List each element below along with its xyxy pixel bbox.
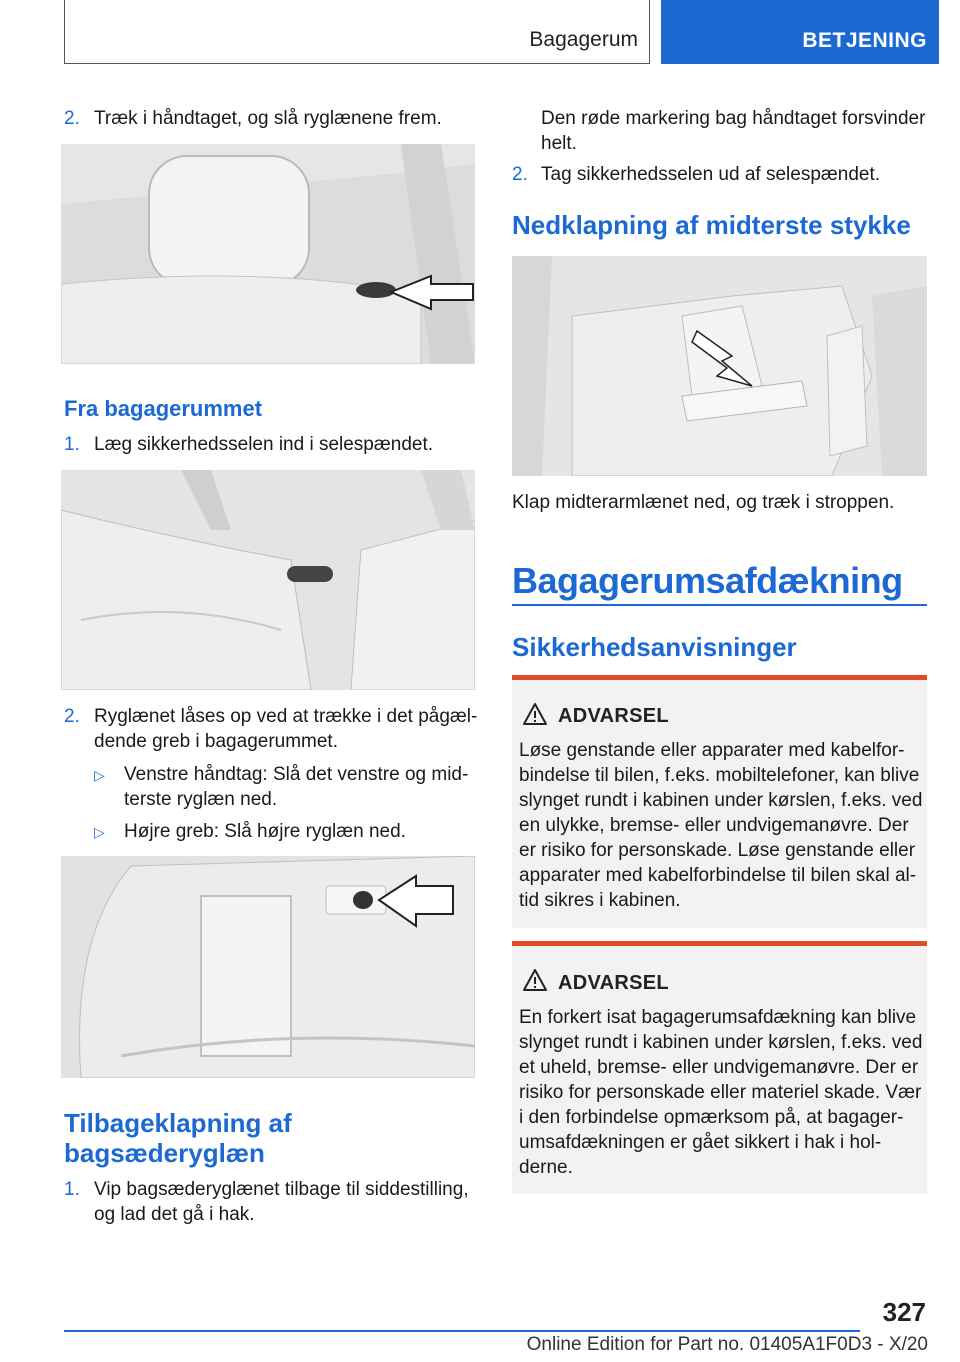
text-line: Den røde markering bag håndtaget forsvinder (541, 108, 926, 129)
trunk-handle-image (61, 856, 475, 1078)
step-text-line: og lad det gå i hak. (94, 1204, 255, 1225)
step-2-unlock (64, 704, 478, 752)
warning-line: i den forbindelse opmærksom på, at bagager- (519, 1107, 904, 1128)
warning-triangle-icon (522, 702, 548, 726)
warning-line: tid sikres i kabinen. (519, 890, 681, 911)
step-number: 2. (512, 164, 528, 185)
step-text-line: Ryglænet låses op ved at trække i det pågæl- (94, 706, 478, 727)
warning-text (519, 1005, 922, 1180)
warning-line: et uheld, bremse- eller undvigemanøvre. Der er (519, 1057, 919, 1078)
bullet-left-handle (94, 762, 469, 810)
heading-line: Tilbageklapning af (64, 1108, 292, 1138)
step-text: Tag sikkerhedsselen ud af selespændet. (541, 164, 881, 185)
page-number: 327 (882, 1297, 926, 1327)
step-number: 2. (64, 706, 80, 727)
warning-box-2 (512, 941, 927, 1194)
heading-fra-bagagerummet: Fra bagagerummet (64, 396, 263, 421)
continued-text (541, 106, 925, 156)
warning-line: slynget rundt i kabinen under kørslen, f.eks. ved (519, 1032, 923, 1053)
bullet-text-line: Højre greb: Slå højre ryglæn ned. (124, 821, 406, 842)
step-2-pull-handle (64, 106, 442, 131)
warning-line: er risiko for personskade. Løse genstande eller (519, 840, 916, 861)
heading-nedklapning: Nedklapning af midterste stykke (512, 210, 911, 240)
warning-line: bindelse til bilen, f.eks. mobiltelefoner, kan blive (519, 765, 920, 786)
warning-triangle-icon (522, 968, 548, 992)
text-line: helt. (541, 133, 577, 154)
heading-sikkerhedsanvisninger: Sikkerhedsanvisninger (512, 632, 797, 662)
bullet-right-handle (94, 819, 406, 845)
step-text: Læg sikkerhedsselen ind i selespændet. (94, 434, 434, 455)
chapter-tab (661, 0, 939, 64)
warning-title: ADVARSEL (558, 972, 669, 994)
warning-line: slynget rundt i kabinen under kørslen, f.eks. ved (519, 790, 923, 811)
step-number: 1. (64, 1179, 80, 1200)
heading-tilbageklapning (64, 1108, 292, 1168)
armrest-illustration (512, 256, 927, 476)
warning-line: derne. (519, 1157, 573, 1178)
warning-title: ADVARSEL (558, 705, 669, 727)
footer-edition: Online Edition for Part no. 01405A1F0D3 - X/20 (526, 1334, 928, 1355)
armrest-caption: Klap midterarmlænet ned, og træk i stroppen. (512, 492, 895, 513)
bullet-triangle-icon: ▷ (94, 824, 105, 840)
belt-buckle-image (61, 470, 475, 690)
heading-underline (512, 604, 927, 606)
step-text: Træk i håndtaget, og slå ryglænene frem. (94, 108, 442, 129)
bullet-text-line: Venstre håndtag: Slå det venstre og mid- (124, 764, 469, 785)
heading-line: bagsæderyglæn (64, 1138, 265, 1168)
step-1-insert-belt (64, 432, 434, 457)
step-2-remove-belt (512, 162, 881, 187)
warning-text (519, 738, 922, 913)
step-text-line: dende greb i bagagerummet. (94, 731, 338, 752)
footer-rule (64, 1330, 860, 1332)
seat-illustration (61, 470, 475, 690)
step-number: 2. (64, 108, 80, 129)
bullet-triangle-icon: ▷ (94, 767, 105, 783)
chapter-tab-label: BETJENING (802, 29, 927, 52)
step-1-tilt-back (64, 1177, 469, 1225)
section-title: Bagagerum (529, 28, 638, 51)
rear-seat-handle-image (61, 144, 475, 364)
warning-line: en ulykke, bremse- eller undvigemanøvre. Der (519, 815, 909, 836)
step-number: 1. (64, 434, 80, 455)
step-text-line: Vip bagsæderyglænet tilbage til siddestilling, (94, 1179, 469, 1200)
seat-illustration (61, 144, 475, 364)
warning-line: Løse genstande eller apparater med kabelfor- (519, 740, 905, 761)
warning-line: En forkert isat bagagerumsafdækning kan blive (519, 1007, 917, 1028)
warning-line: apparater med kabelforbindelse til bilen skal al- (519, 865, 917, 886)
warning-line: umsafdækningen er gået sikkert i hak i hol- (519, 1132, 882, 1153)
bullet-text-line: terste ryglæn ned. (124, 789, 278, 810)
warning-line: risiko for personskade eller materiel skade. Vær (519, 1082, 922, 1103)
armrest-image (512, 256, 927, 476)
trunk-illustration (61, 856, 475, 1078)
warning-box-1 (512, 675, 927, 928)
heading-bagagerumsafdaekning: Bagagerumsafdækning (512, 560, 903, 601)
